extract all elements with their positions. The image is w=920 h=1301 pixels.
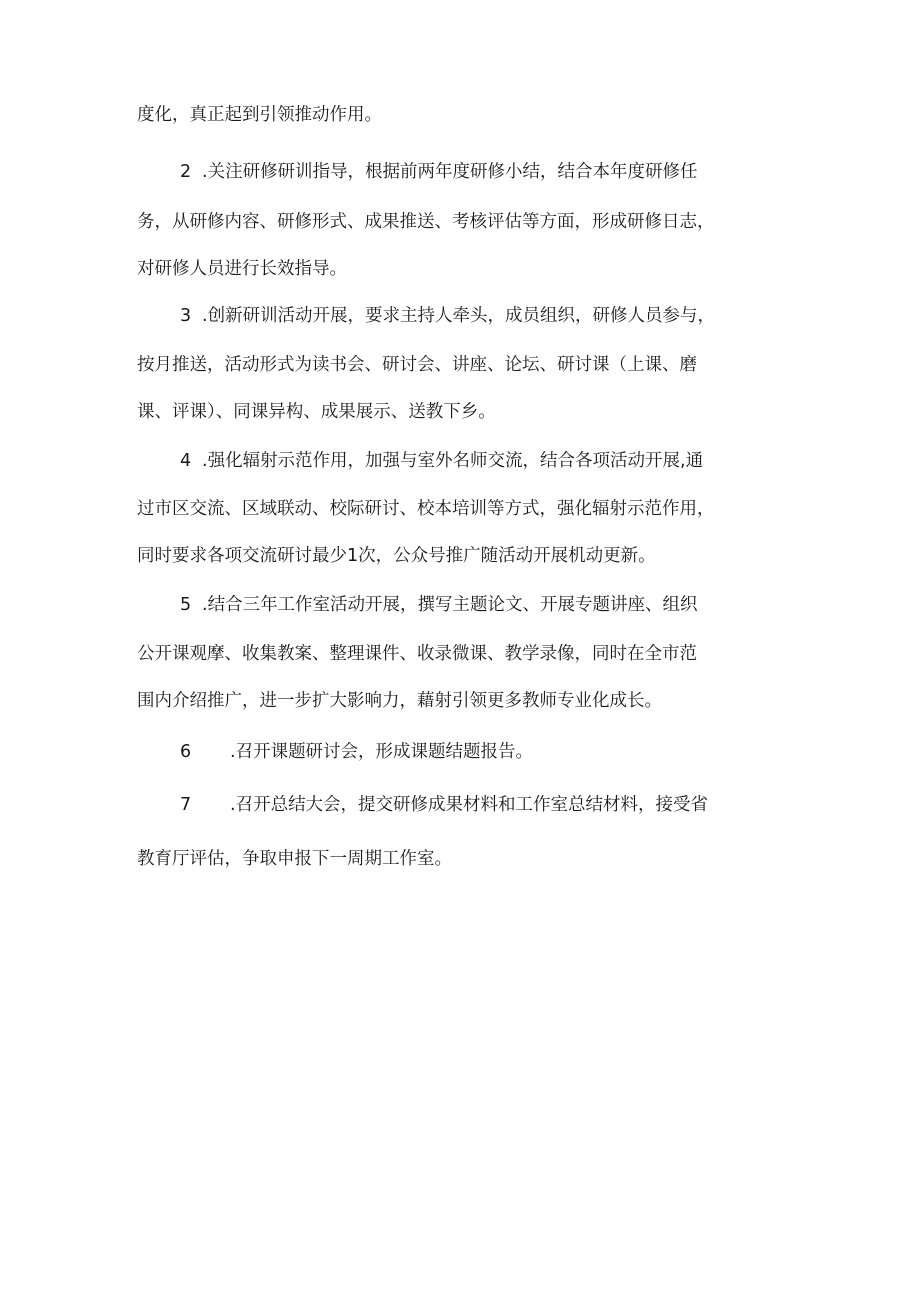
list-item-2-line-2: 务，从研修内容、研修形式、成果推送、考核评估等方面，形成研修日志， [137,212,715,232]
list-item-6-number: 6 [180,742,192,762]
list-item-5-line-2: 公开课观摩、收集教案、整理课件、收录微课、教学录像，同时在全市范 [137,644,697,664]
list-item-3-text: .创新研训活动开展，要求主持人牵头，成员组织，研修人员参与， [202,306,716,326]
list-item-4-number: 4 [180,451,192,471]
list-item-7-text: .召开总结大会，提交研修成果材料和工作室总结材料，接受省 [230,795,709,815]
list-item-4-text: .强化辐射示范作用，加强与室外名师交流，结合各项活动开展,通 [202,451,704,471]
list-item-2-line-1 [180,161,698,183]
continuation-line: 度化，真正起到引领推动作用。 [137,105,382,125]
list-item-3-number: 3 [180,306,192,326]
list-item-4-line-3: 同时要求各项交流研讨最少1次，公众号推广随活动开展机动更新。 [137,546,656,566]
list-item-7-line-2: 教育厅评估，争取申报下一周期工作室。 [137,849,452,869]
list-item-4-line-2: 过市区交流、区域联动、校际研讨、校本培训等方式，强化辐射示范作用， [137,499,715,519]
list-item-2-text: .关注研修研训指导，根据前两年度研修小结，结合本年度研修任 [202,162,698,182]
list-item-2-line-3: 对研修人员进行长效指导。 [137,259,347,279]
list-item-2-number: 2 [180,162,192,182]
list-item-3-line-2: 按月推送，活动形式为读书会、研讨会、讲座、论坛、研讨课（上课、磨 [137,355,697,375]
list-item-6-line-1 [180,741,533,763]
list-item-7-line-1 [180,794,708,816]
list-item-3-line-3: 课、评课）、同课异构、成果展示、送教下乡。 [137,402,496,422]
list-item-5-text: .结合三年工作室活动开展，撰写主题论文、开展专题讲座、组织 [202,595,698,615]
list-item-5-number: 5 [180,595,192,615]
list-item-7-number: 7 [180,795,192,815]
list-item-5-line-1 [180,594,698,616]
list-item-5-line-3: 围内介绍推广，进一步扩大影响力，藉射引领更多教师专业化成长。 [137,691,662,711]
list-item-3-line-1 [180,305,715,327]
list-item-6-text: .召开课题研讨会，形成课题结题报告。 [230,742,534,762]
list-item-4-line-1 [180,450,703,472]
